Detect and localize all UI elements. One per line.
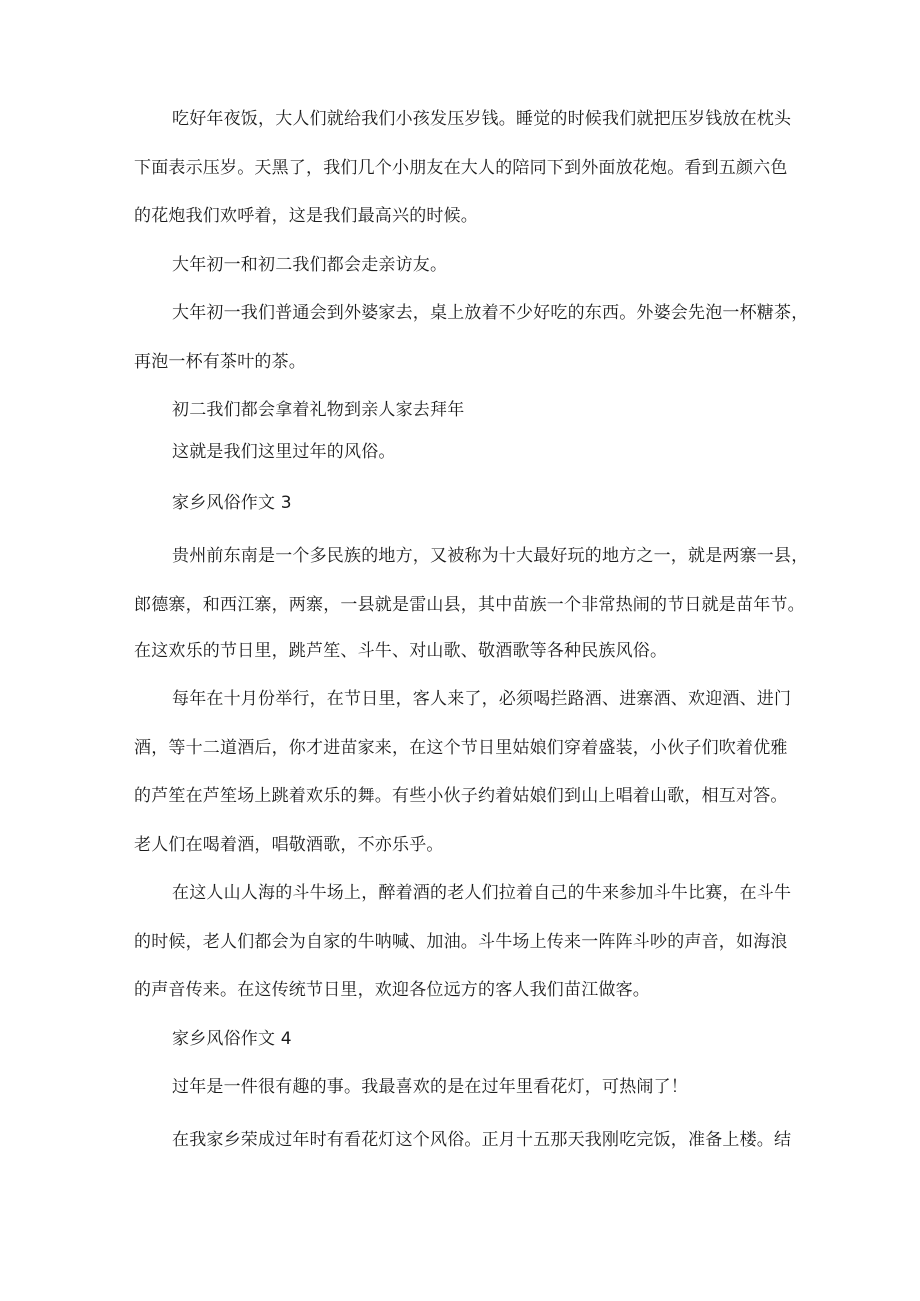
text-line: 初二我们都会拿着礼物到亲人家去拜年 bbox=[172, 400, 465, 420]
text-line: 在这人山人海的斗牛场上，醉着酒的老人们拉着自己的牛来参加斗牛比赛，在斗牛 bbox=[172, 883, 792, 903]
section-heading: 家乡风俗作文 3 bbox=[172, 493, 292, 513]
text-line: 这就是我们这里过年的风俗。 bbox=[172, 442, 396, 462]
text-line: 的时候，老人们都会为自家的牛呐喊、加油。斗牛场上传来一阵阵斗吵的声音，如海浪 bbox=[134, 932, 788, 952]
text-line: 大年初一我们普通会到外婆家去，桌上放着不少好吃的东西。外婆会先泡一杯糖茶， bbox=[172, 303, 809, 323]
text-line: 的声音传来。在这传统节日里，欢迎各位远方的客人我们苗江做客。 bbox=[134, 980, 650, 1000]
text-line: 的芦笙在芦笙场上跳着欢乐的舞。有些小伙子约着姑娘们到山上唱着山歌，相互对答。 bbox=[134, 786, 788, 806]
text-line: 大年初一和初二我们都会走亲访友。 bbox=[172, 255, 448, 275]
text-line: 老人们在喝着酒，唱敬酒歌，不亦乐乎。 bbox=[134, 835, 444, 855]
text-line: 再泡一杯有茶叶的茶。 bbox=[134, 352, 306, 372]
section-heading: 家乡风俗作文 4 bbox=[172, 1029, 292, 1049]
text-line: 每年在十月份举行，在节日里，客人来了，必须喝拦路酒、进寨酒、欢迎酒、进门 bbox=[172, 689, 792, 709]
text-line: 郎德寨，和西江寨，两寨，一县就是雷山县，其中苗族一个非常热闹的节日就是苗年节。 bbox=[134, 595, 805, 615]
text-line: 吃好年夜饭，大人们就给我们小孩发压岁钱。睡觉的时候我们就把压岁钱放在枕头 bbox=[172, 109, 792, 129]
text-line: 过年是一件很有趣的事。我最喜欢的是在过年里看花灯，可热闹了！ bbox=[172, 1077, 688, 1097]
text-line: 下面表示压岁。天黑了，我们几个小朋友在大人的陪同下到外面放花炮。看到五颜六色 bbox=[134, 158, 788, 178]
text-line: 在我家乡荣成过年时有看花灯这个风俗。正月十五那天我刚吃完饭，准备上楼。结 bbox=[172, 1130, 792, 1150]
text-line: 在这欢乐的节日里，跳芦笙、斗牛、对山歌、敬酒歌等各种民族风俗。 bbox=[134, 641, 668, 661]
text-line: 贵州前东南是一个多民族的地方，又被称为十大最好玩的地方之一，就是两寨一县， bbox=[172, 546, 809, 566]
text-line: 的花炮我们欢呼着，这是我们最高兴的时候。 bbox=[134, 206, 478, 226]
text-line: 酒，等十二道酒后，你才进苗家来，在这个节日里姑娘们穿着盛装，小伙子们吹着优雅 bbox=[134, 738, 788, 758]
